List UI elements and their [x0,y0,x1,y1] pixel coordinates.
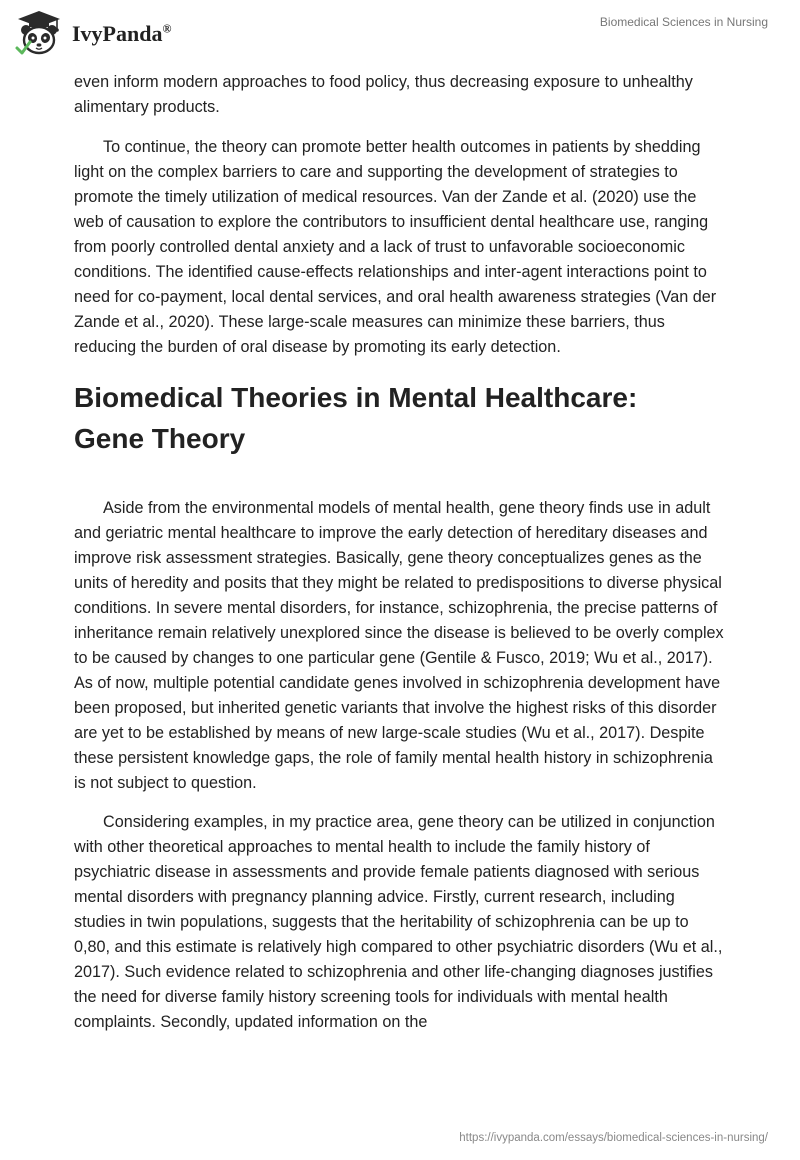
document-title: Biomedical Sciences in Nursing [599,15,768,29]
section-heading-line1: Biomedical Theories in Mental Healthcare: [74,382,638,413]
panda-graduate-logo-icon [14,8,64,58]
paragraph-practice-examples: Considering examples, in my practice area, gene theory can be utilized in conjunction with other theoretical approaches to mental health to include the family history of psychiatric disease in assessments and provide female patients diagnosed with serious mental disorders with pregnancy planning advice. Firstly, current research, including studies in twin populations, suggests that the heritability of schizophrenia can be up to 0,80, and this estimate is relatively high compared to other psychiatric disorders (Wu et al., 2017). Such evidence related to schizophrenia and other life-changing diagnoses justifies the need for diverse family history screening tools for individuals with mental health complaints. Secondly, updated information on the [74,813,723,1031]
paragraph-continued: even inform modern approaches to food policy, thus decreasing exposure to unhealthy alimentary products. [74,73,693,116]
article-body [74,70,724,1035]
page-header [0,0,800,70]
site-logo[interactable] [14,8,171,58]
paragraph-gene-theory: Aside from the environmental models of mental health, gene theory finds use in adult and geriatric mental healthcare to improve the early detection of hereditary diseases and improve risk assessment strategies. Basically, gene theory conceptualizes genes as the units of heredity and posits that they might be related to predispositions to diverse physical conditions. In severe mental disorders, for instance, schizophrenia, the precise patterns of inheritance remain relatively unexplored since the disease is believed to be overly complex to be caused by changes to one particular gene (Gentile & Fusco, 2019; Wu et al., 2017). As of now, multiple potential candidate genes involved in schizophrenia development have been proposed, but inherited genetic variants that involve the highest risks of this disorder are yet to be established by means of new large-scale studies (Wu et al., 2017). Despite these persistent knowledge gaps, the role of family mental health history in schizophrenia is not subject to question. [74,499,724,792]
section-heading-line2: Gene Theory [74,423,246,454]
brand-name: IvyPanda® [72,21,172,46]
paragraph-web-of-causation: To continue, the theory can promote better health outcomes in patients by shedding light on the complex barriers to care and supporting the development of strategies to promote the timely utilization of medical resources. Van der Zande et al. (2020) use the web of causation to explore the contributors to insufficient dental healthcare use, ranging from poorly controlled dental anxiety and a lack of trust to unfavorable socioeconomic conditions. The identified cause-effects relationships and inter-agent interactions point to need for co-payment, local dental services, and oral health awareness strategies (Van der Zande et al., 2020). These large-scale measures can minimize these barriers, thus reducing the burden of oral disease by promoting its early detection. [74,138,717,356]
section-heading [74,377,724,459]
source-url-link[interactable]: https://ivypanda.com/essays/biomedical-sciences-in-nursing/ [459,1132,768,1144]
